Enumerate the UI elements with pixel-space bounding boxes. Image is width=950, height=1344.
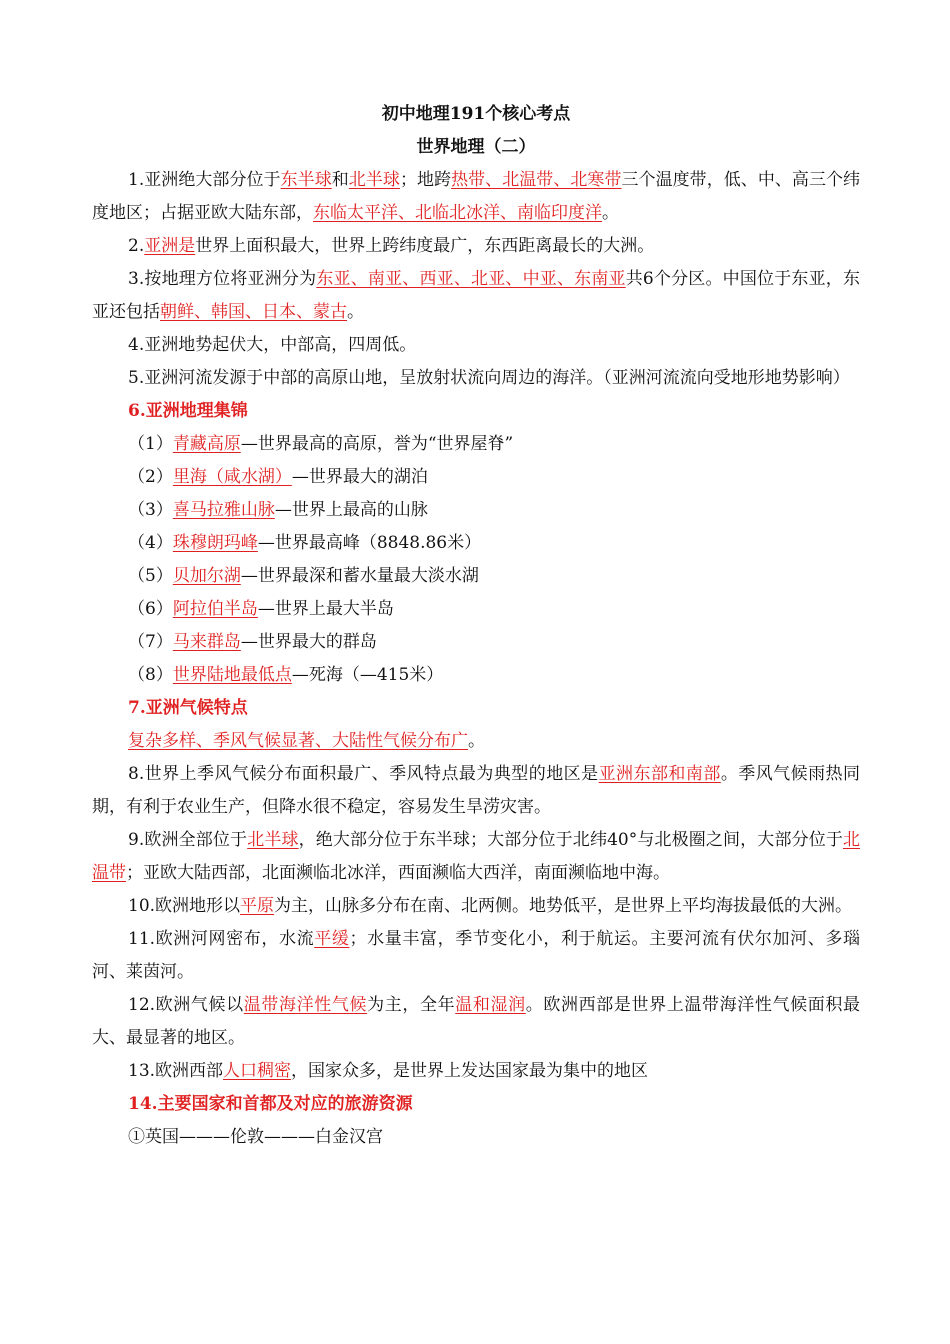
key-term: 平原 xyxy=(240,896,275,916)
point-5: 5.亚洲河流发源于中部的高原山地，呈放射状流向周边的海洋。（亚洲河流流向受地形地势影响） xyxy=(128,368,850,388)
point-7-body xyxy=(92,725,860,758)
key-term: 东亚、南亚、西亚、北亚、中亚、东南亚 xyxy=(316,269,626,289)
list-item xyxy=(92,527,860,560)
text: 共6个分区。中国位于东亚，东亚还包括 xyxy=(92,269,860,322)
section-title: 世界地理（二） xyxy=(416,137,536,157)
text: 为主，全年 xyxy=(367,995,456,1015)
text: 3.按地理方位将亚洲分为 xyxy=(128,269,317,289)
key-term: 人口稠密 xyxy=(223,1061,292,1081)
text: 。季风气候雨热同期，有利于农业生产，但降水很不稳定，容易发生旱涝灾害。 xyxy=(92,764,861,817)
point-14-item-1: ①英国———伦敦———白金汉宫 xyxy=(128,1127,383,1147)
key-term: 平缓 xyxy=(314,929,350,949)
text: —世界最大的群岛 xyxy=(240,632,377,652)
point-4: 4.亚洲地势起伏大，中部高，四周低。 xyxy=(128,335,417,355)
heading-6: 6.亚洲地理集锦 xyxy=(128,401,248,421)
list-item xyxy=(92,593,860,626)
text: ，绝大部分位于东半球；大部分位于北纬40°与北极圈之间，大部分位于 xyxy=(298,830,843,850)
key-term: 阿拉伯半岛 xyxy=(172,599,258,619)
key-term: 珠穆朗玛峰 xyxy=(172,533,258,553)
key-term: 贝加尔湖 xyxy=(172,566,241,586)
document-title: 初中地理191个核心考点 xyxy=(381,104,571,124)
text: ，国家众多，是世界上发达国家最为集中的地区 xyxy=(291,1061,649,1081)
point-13 xyxy=(92,1055,860,1088)
item-number: （7） xyxy=(128,632,173,652)
key-term: 亚洲是 xyxy=(144,236,196,256)
list-item xyxy=(92,428,860,461)
text: 。 xyxy=(468,731,485,751)
text: 11.欧洲河网密布，水流 xyxy=(128,929,315,949)
asia-highlights-list xyxy=(92,428,860,692)
text: 12.欧洲气候以 xyxy=(128,995,244,1015)
text: 1.亚洲绝大部分位于 xyxy=(128,170,281,190)
text: 8.世界上季风气候分布面积最广、季风特点最为典型的地区是 xyxy=(128,764,599,784)
key-term: 马来群岛 xyxy=(172,632,241,652)
text: 2. xyxy=(128,236,145,256)
text: —世界最深和蓄水量最大淡水湖 xyxy=(240,566,479,586)
key-term: 亚洲东部和南部 xyxy=(598,764,721,784)
key-term: 温带海洋性气候 xyxy=(243,995,368,1015)
text: —世界上最高的山脉 xyxy=(274,500,428,520)
text: 世界上面积最大，世界上跨纬度最广，东西距离最长的大洲。 xyxy=(195,236,655,256)
text: 10.欧洲地形以 xyxy=(128,896,241,916)
key-term: 复杂多样、季风气候显著、大陆性气候分布广 xyxy=(128,731,468,751)
text: 。 xyxy=(602,203,619,223)
point-12 xyxy=(92,989,860,1055)
text: 为主，山脉多分布在南、北两侧。地势低平，是世界上平均海拔最低的大洲。 xyxy=(274,896,853,916)
list-item xyxy=(92,626,860,659)
list-item xyxy=(92,461,860,494)
point-9 xyxy=(92,824,860,890)
key-term: 北温带 xyxy=(92,830,860,883)
text: —死海（—415米） xyxy=(291,665,444,685)
item-number: （2） xyxy=(128,467,173,487)
key-term: 世界陆地最低点 xyxy=(172,665,292,685)
point-1 xyxy=(92,164,860,230)
text: ；地跨 xyxy=(399,170,452,190)
point-10 xyxy=(92,890,860,923)
heading-7: 7.亚洲气候特点 xyxy=(128,698,248,718)
item-number: （4） xyxy=(128,533,173,553)
point-11 xyxy=(92,923,860,989)
list-item xyxy=(92,659,860,692)
key-term: 北半球 xyxy=(247,830,299,850)
key-term: 里海（咸水湖） xyxy=(172,467,292,487)
text: 三个温度带，低、中、高三个纬度地区；占据亚欧大陆东部， xyxy=(92,170,861,223)
key-term: 东临太平洋、北临北冰洋、南临印度洋 xyxy=(313,203,602,223)
point-3 xyxy=(92,263,860,329)
text: ；水量丰富，季节变化小，利于航运。主要河流有伏尔加河、多瑙河、莱茵河。 xyxy=(92,929,860,982)
text: —世界最高峰（8848.86米） xyxy=(257,533,482,553)
text: —世界上最大半岛 xyxy=(257,599,394,619)
text: 9.欧洲全部位于 xyxy=(128,830,248,850)
heading-14: 14.主要国家和首都及对应的旅游资源 xyxy=(128,1094,413,1114)
text: ；亚欧大陆西部，北面濒临北冰洋，西面濒临大西洋，南面濒临地中海。 xyxy=(126,863,670,883)
text: 。 xyxy=(347,302,364,322)
text: 和 xyxy=(331,170,349,190)
text: 13.欧洲西部 xyxy=(128,1061,224,1081)
key-term: 热带、北温带、北寒带 xyxy=(451,170,622,190)
key-term: 北半球 xyxy=(348,170,400,190)
key-term: 温和湿润 xyxy=(455,995,526,1015)
key-term: 朝鲜、韩国、日本、蒙古 xyxy=(160,302,347,322)
item-number: （8） xyxy=(128,665,173,685)
item-number: （5） xyxy=(128,566,173,586)
document-page xyxy=(92,98,860,1154)
key-term: 喜马拉雅山脉 xyxy=(172,500,275,520)
point-8 xyxy=(92,758,860,824)
item-number: （6） xyxy=(128,599,173,619)
key-term: 青藏高原 xyxy=(172,434,241,454)
key-term: 东半球 xyxy=(280,170,332,190)
list-item xyxy=(92,494,860,527)
point-2 xyxy=(92,230,860,263)
list-item xyxy=(92,560,860,593)
text: —世界最大的湖泊 xyxy=(291,467,428,487)
text: 。欧洲西部是世界上温带海洋性气候面积最大、最显著的地区。 xyxy=(92,995,861,1048)
item-number: （3） xyxy=(128,500,173,520)
item-number: （1） xyxy=(128,434,173,454)
text: —世界最高的高原，誉为“世界屋脊” xyxy=(240,434,514,454)
